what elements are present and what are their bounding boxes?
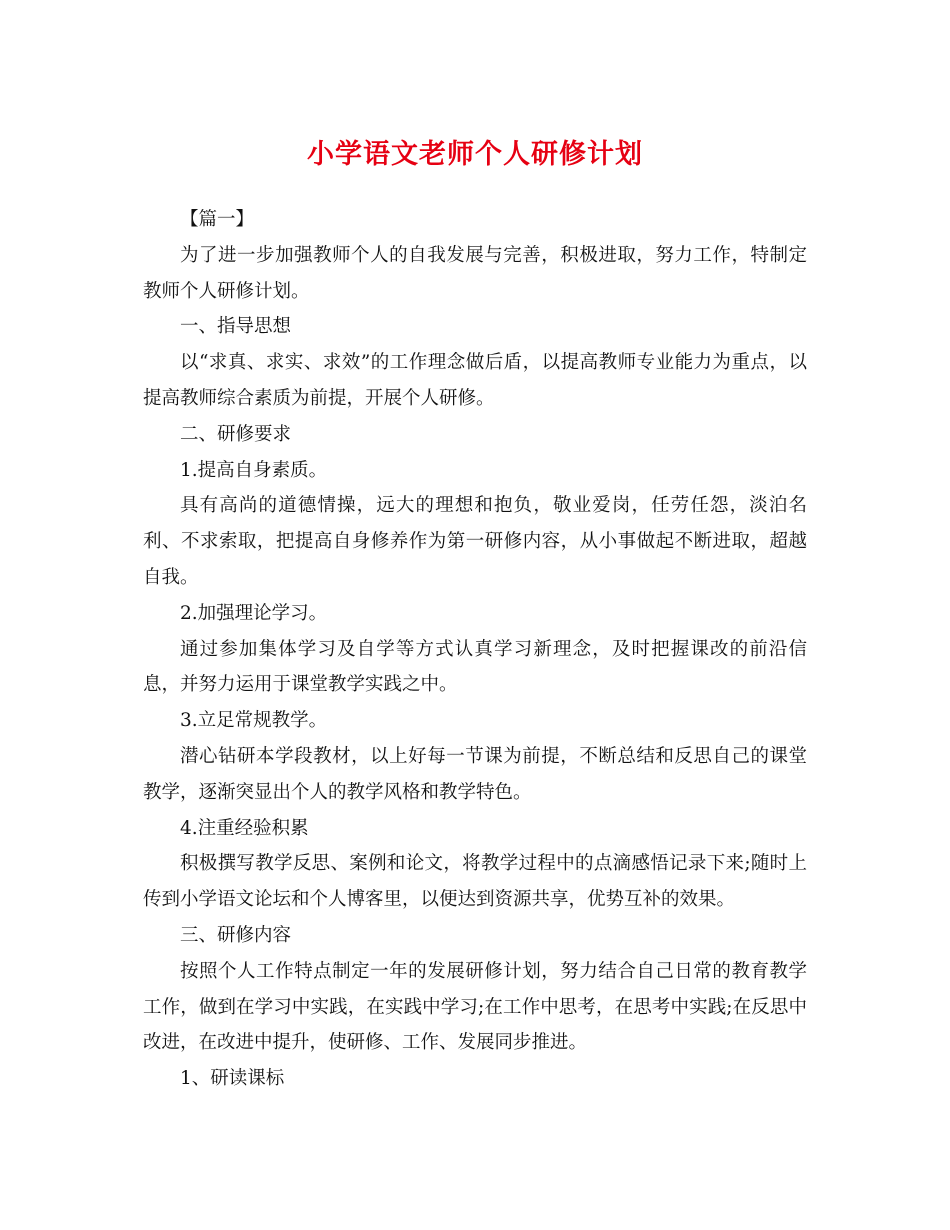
requirement-4-heading: 4.注重经验积累 bbox=[180, 817, 309, 839]
document-title: 小学语文老师个人研修计划 bbox=[307, 139, 643, 170]
requirement-1-paragraph: 具有高尚的道德情操，远大的理想和抱负，敬业爱岗，任劳任怨，淡泊名利、不求索取，把提高自身修养作为第一研修内容，从小事做起不断进取，超越自我。 bbox=[143, 495, 807, 588]
requirement-2-paragraph: 通过参加集体学习及自学等方式认真学习新理念，及时把握课改的前沿信息，并努力运用于课堂教学实践之中。 bbox=[143, 638, 807, 696]
requirement-2-heading: 2.加强理论学习。 bbox=[180, 602, 328, 624]
heading-study-requirements: 二、研修要求 bbox=[180, 423, 292, 445]
study-content-paragraph: 按照个人工作特点制定一年的发展研修计划，努力结合自己日常的教育教学工作，做到在学习中实践，在实践中学习;在工作中思考，在思考中实践;在反思中改进，在改进中提升，使研修、工作、发展同步推进。 bbox=[143, 960, 807, 1054]
guiding-thought-paragraph: 以“求真、求实、求效”的工作理念做后盾，以提高教师专业能力为重点，以提高教师综合素质为前提，开展个人研修。 bbox=[143, 352, 807, 409]
heading-study-content: 三、研修内容 bbox=[180, 924, 292, 946]
document-body bbox=[143, 202, 807, 1097]
intro-paragraph: 为了进一步加强教师个人的自我发展与完善，积极进取，努力工作，特制定教师个人研修计划。 bbox=[143, 244, 807, 302]
section-label-pian-yi: 【篇一】 bbox=[180, 209, 255, 230]
content-1-heading: 1、研读课标 bbox=[180, 1068, 285, 1090]
heading-guiding-thought: 一、指导思想 bbox=[180, 316, 292, 338]
requirement-3-paragraph: 潜心钻研本学段教材，以上好每一节课为前提，不断总结和反思自己的课堂教学，逐渐突显出个人的教学风格和教学特色。 bbox=[143, 745, 807, 803]
requirement-1-heading: 1.提高自身素质。 bbox=[180, 459, 328, 481]
requirement-3-heading: 3.立足常规教学。 bbox=[180, 710, 328, 732]
requirement-4-paragraph: 积极撰写教学反思、案例和论文，将教学过程中的点滴感悟记录下来;随时上传到小学语文论坛和个人博客里，以便达到资源共享，优势互补的效果。 bbox=[143, 853, 807, 911]
